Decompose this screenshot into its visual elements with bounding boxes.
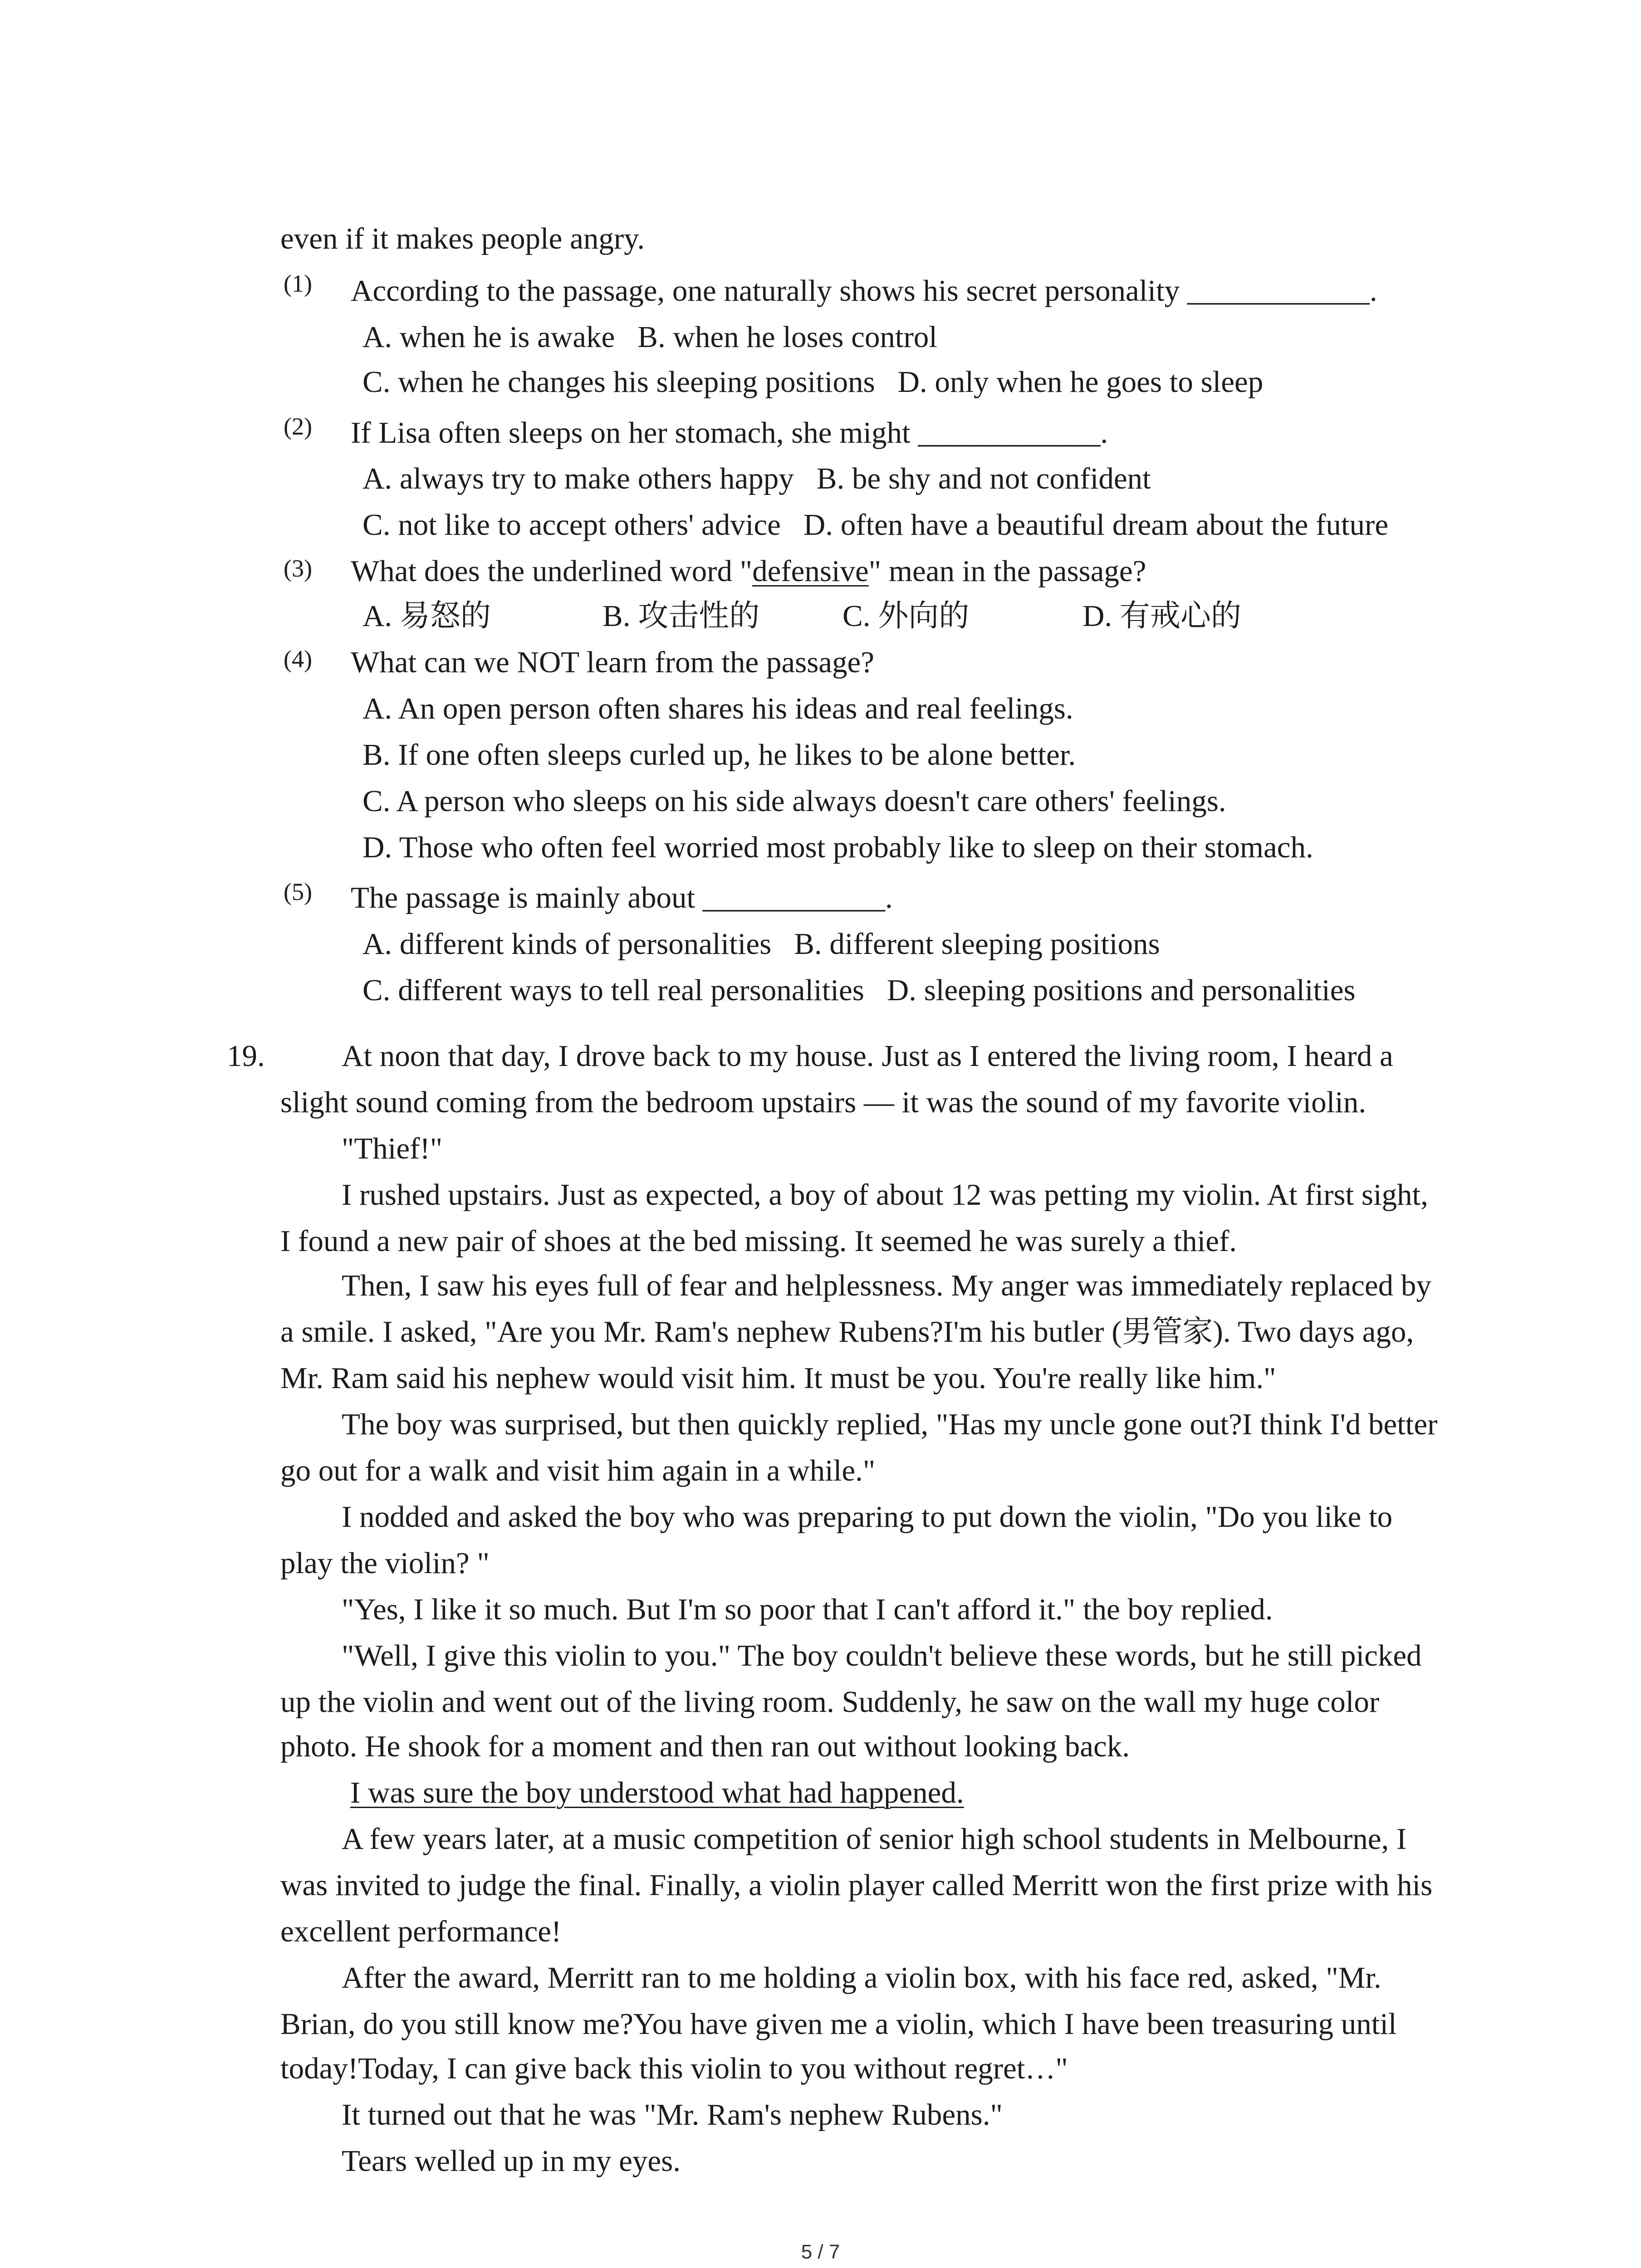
option-row bbox=[362, 359, 1263, 405]
passage-closing-line: even if it makes people angry. bbox=[280, 222, 645, 255]
option-a: A. 易怒的 bbox=[362, 599, 491, 633]
passage-line: up the violin and went out of the living room. Suddenly, he saw on the wall my huge color bbox=[280, 1685, 1380, 1719]
underlined-sentence: I was sure the boy understood what had happened. bbox=[350, 1776, 964, 1809]
passage-line: slight sound coming from the bedroom upstairs — it was the sound of my favorite violin. bbox=[280, 1085, 1367, 1119]
underlined-word: defensive bbox=[752, 554, 869, 588]
option-row bbox=[362, 455, 1151, 502]
passage-line: Brian, do you still know me?You have given me a violin, which I have been treasuring until bbox=[280, 2007, 1397, 2041]
option-c: C. when he changes his sleeping positions bbox=[362, 365, 875, 399]
passage-line: a smile. I asked, "Are you Mr. Ram's nephew Rubens?I'm his butler (男管家). Two days ago, bbox=[280, 1315, 1414, 1349]
passage-line: photo. He shook for a moment and then ran out without looking back. bbox=[280, 1730, 1130, 1763]
question-stem: The passage is mainly about ____________. bbox=[351, 881, 893, 914]
page-number: 5 / 7 bbox=[801, 2241, 840, 2263]
question-stem: According to the passage, one naturally shows his secret personality ____________. bbox=[351, 274, 1377, 308]
passage-line: It turned out that he was "Mr. Ram's nephew Rubens." bbox=[342, 2098, 1003, 2131]
passage-line: today!Today, I can give back this violin to you without regret…" bbox=[280, 2052, 1068, 2085]
option-d: D. often have a beautiful dream about the future bbox=[803, 508, 1389, 542]
passage-line: was invited to judge the final. Finally, a violin player called Merritt won the first prize with his bbox=[280, 1868, 1433, 1902]
passage-line: A few years later, at a music competition of senior high school students in Melbourne, I bbox=[342, 1822, 1407, 1856]
passage-line: "Well, I give this violin to you." The boy couldn't believe these words, but he still picked bbox=[342, 1639, 1422, 1672]
question-stem: What can we NOT learn from the passage? bbox=[351, 645, 875, 679]
stem-text: " mean in the passage? bbox=[868, 554, 1146, 588]
passage-line: excellent performance! bbox=[280, 1915, 562, 1948]
option-d: D. 有戒心的 bbox=[1083, 599, 1241, 633]
passage-line: At noon that day, I drove back to my house. Just as I entered the living room, I heard a bbox=[342, 1039, 1393, 1073]
option-a: A. different kinds of personalities bbox=[362, 927, 772, 961]
passage-line: The boy was surprised, but then quickly replied, "Has my uncle gone out?I think I'd better bbox=[342, 1408, 1438, 1441]
option-row bbox=[362, 502, 1388, 548]
option-d: D. Those who often feel worried most probably like to sleep on their stomach. bbox=[362, 831, 1313, 864]
option-row bbox=[362, 593, 1323, 639]
passage-line: "Thief!" bbox=[342, 1132, 443, 1165]
option-a: A. when he is awake bbox=[362, 320, 615, 354]
option-b: B. If one often sleeps curled up, he likes to be alone better. bbox=[362, 738, 1076, 772]
option-b: B. 攻击性的 bbox=[603, 599, 760, 633]
option-row bbox=[362, 967, 1356, 1013]
passage-line: I rushed upstairs. Just as expected, a boy of about 12 was petting my violin. At first sight, bbox=[342, 1178, 1428, 1212]
option-c: C. 外向的 bbox=[843, 599, 970, 633]
option-b: B. be shy and not confident bbox=[816, 462, 1151, 495]
option-d: D. only when he goes to sleep bbox=[897, 365, 1264, 399]
passage-line: "Yes, I like it so much. But I'm so poor that I can't afford it." the boy replied. bbox=[342, 1593, 1273, 1626]
passage-line: Tears welled up in my eyes. bbox=[342, 2144, 681, 2178]
question-number: (4) bbox=[284, 645, 312, 673]
question-number: (5) bbox=[284, 878, 312, 905]
option-a: A. always try to make others happy bbox=[362, 462, 794, 495]
question-number: (1) bbox=[284, 270, 312, 297]
option-c: C. A person who sleeps on his side always doesn't care others' feelings. bbox=[362, 784, 1226, 818]
question-number: (2) bbox=[284, 413, 312, 440]
passage-line: play the violin? " bbox=[280, 1546, 490, 1580]
underlined-sentence-line bbox=[350, 1769, 964, 1816]
option-b: B. different sleeping positions bbox=[794, 927, 1160, 961]
passage-line: I nodded and asked the boy who was preparing to put down the violin, "Do you like to bbox=[342, 1500, 1393, 1534]
passage-line: go out for a walk and visit him again in a while." bbox=[280, 1454, 876, 1487]
option-row bbox=[362, 314, 937, 360]
passage-line: Then, I saw his eyes full of fear and helplessness. My anger was immediately replaced by bbox=[342, 1269, 1431, 1302]
stem-text: What does the underlined word " bbox=[351, 554, 753, 588]
option-c: C. different ways to tell real personalities bbox=[362, 973, 864, 1007]
option-row bbox=[362, 921, 1160, 967]
passage-line: After the award, Merritt ran to me holding a violin box, with his face red, asked, "Mr. bbox=[342, 1961, 1381, 1994]
question-number: (3) bbox=[284, 555, 312, 582]
question-stem bbox=[351, 548, 1146, 594]
option-c: C. not like to accept others' advice bbox=[362, 508, 781, 542]
passage-line: Mr. Ram said his nephew would visit him. It must be you. You're really like him." bbox=[280, 1361, 1276, 1395]
passage-line: I found a new pair of shoes at the bed missing. It seemed he was surely a thief. bbox=[280, 1224, 1237, 1258]
question-stem: If Lisa often sleeps on her stomach, she might ____________. bbox=[351, 416, 1108, 450]
option-b: B. when he loses control bbox=[637, 320, 937, 354]
option-d: D. sleeping positions and personalities bbox=[887, 973, 1356, 1007]
option-a: A. An open person often shares his ideas and real feelings. bbox=[362, 692, 1073, 725]
question-number: 19. bbox=[227, 1039, 265, 1073]
